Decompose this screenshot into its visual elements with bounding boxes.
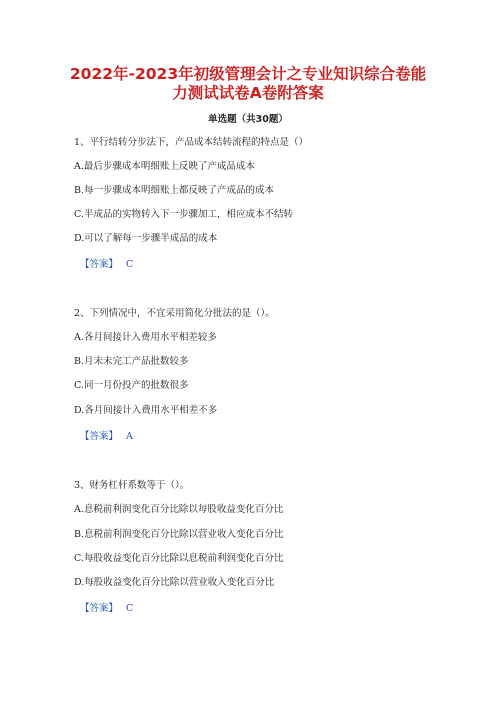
answer-value: C xyxy=(126,259,134,270)
answer-value: C xyxy=(126,603,134,614)
question-1-option-a: A.最后步骤成本明细账上反映了产成品成本 xyxy=(74,161,255,172)
question-3-option-d: D.每股收益变化百分比除以营业收入变化百分比 xyxy=(74,577,275,588)
question-2-option-b: B.月末未完工产品批数较多 xyxy=(74,356,189,367)
answer-value: A xyxy=(126,431,133,442)
question-2-answer xyxy=(80,431,133,443)
question-2-option-d: D.各月间接计入费用水平相差不多 xyxy=(74,405,218,416)
document-title-line-1: 2022年-2023年初级管理会计之专业知识综合卷能 xyxy=(69,65,427,83)
question-2-stem: 2、下列情况中，不宜采用简化分批法的是（）。 xyxy=(74,308,275,319)
question-2-option-c: C.同一月份投产的批数很多 xyxy=(74,380,189,391)
question-3-option-c: C.每股收益变化百分比除以息税前利润变化百分比 xyxy=(74,553,284,564)
document-title-line-2: 力测试试卷A卷附答案 xyxy=(172,84,324,102)
question-3-option-a: A.息税前利润变化百分比除以每股收益变化百分比 xyxy=(74,504,284,515)
answer-label: 【答案】 xyxy=(80,431,119,442)
question-1-answer xyxy=(80,259,133,271)
question-2-option-a: A.各月间接计入费用水平相差较多 xyxy=(74,332,217,343)
question-1-option-b: B.每一步骤成本明细账上都反映了产成品的成本 xyxy=(74,185,275,196)
section-header: 单选题（共30题） xyxy=(208,114,288,125)
question-3-stem: 3、财务杠杆系数等于（）。 xyxy=(74,480,190,491)
question-1-option-c: C.半成品的实物转入下一步骤加工，相应成本不结转 xyxy=(74,209,293,220)
question-3-option-b: B.息税前利润变化百分比除以营业收入变化百分比 xyxy=(74,529,284,540)
question-3-answer xyxy=(80,603,133,615)
question-1-stem: 1、平行结转分步法下，产品成本结转流程的特点是（） xyxy=(74,137,309,148)
answer-label: 【答案】 xyxy=(80,259,119,270)
question-1-option-d: D.可以了解每一步骤半成品的成本 xyxy=(74,233,218,244)
answer-label: 【答案】 xyxy=(80,603,119,614)
